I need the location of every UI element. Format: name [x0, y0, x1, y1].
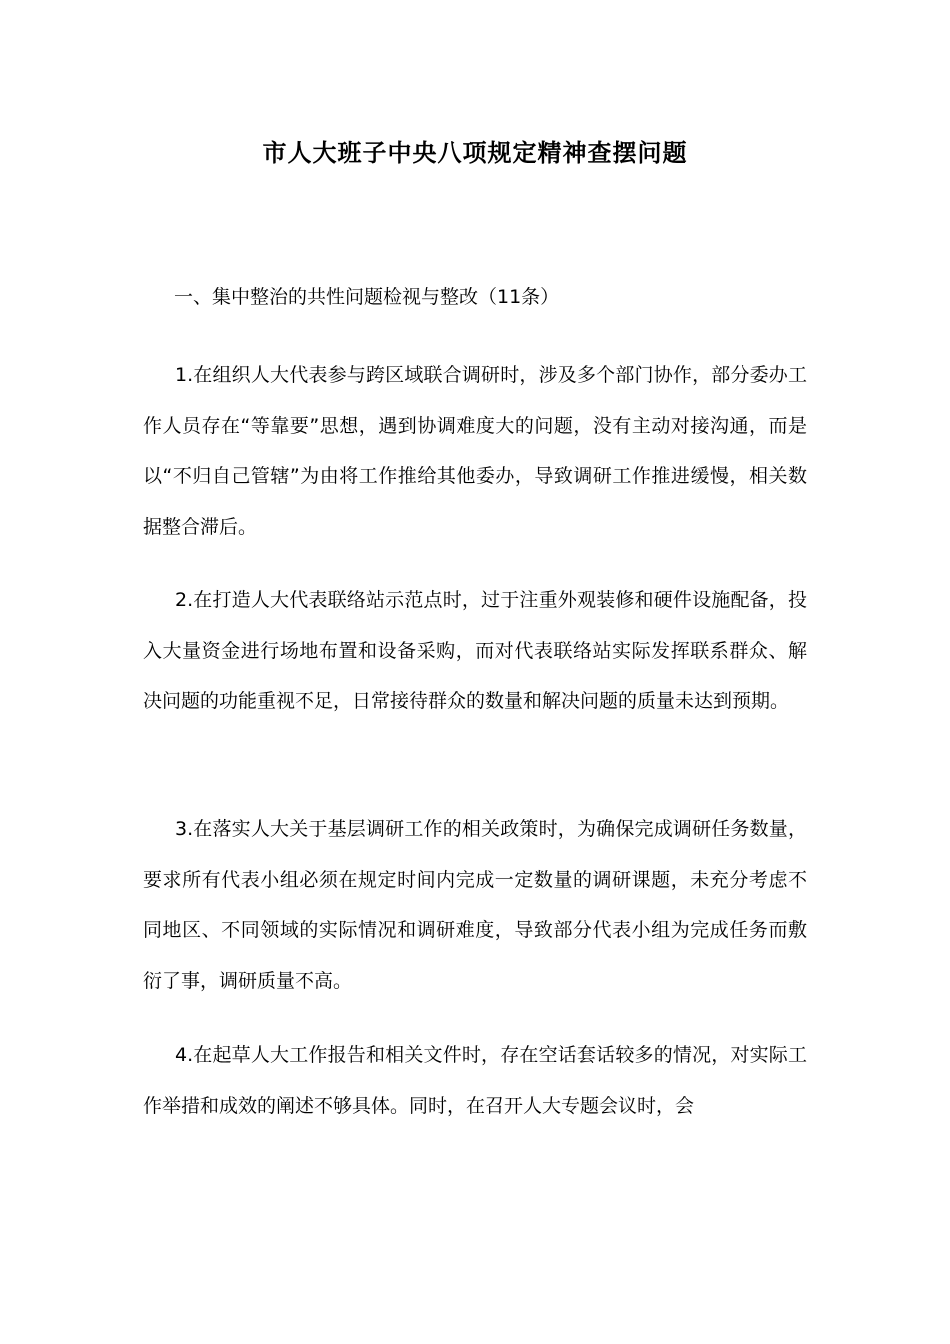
- paragraph-1: 1.在组织人大代表参与跨区域联合调研时，涉及多个部门协作，部分委办工作人员存在“等靠要”思想，遇到协调难度大的问题，没有主动对接沟通，而是以“不归自己管辖”为由将工作推给其他委办，导致调研工作推进缓慢，相关数据整合滞后。: [143, 364, 807, 538]
- paragraph-3: 3.在落实人大关于基层调研工作的相关政策时，为确保完成调研任务数量，要求所有代表小组必须在规定时间内完成一定数量的调研课题，未充分考虑不同地区、不同领域的实际情况和调研难度，导致部分代表小组为完成任务而敷衍了事，调研质量不高。: [143, 818, 807, 992]
- document-title: 市人大班子中央八项规定精神查摆问题: [262, 139, 688, 167]
- section-heading: 一、集中整治的共性问题检视与整改（11条）: [174, 286, 560, 308]
- paragraph-2: 2.在打造人大代表联络站示范点时，过于注重外观装修和硬件设施配备，投入大量资金进行场地布置和设备采购，而对代表联络站实际发挥联系群众、解决问题的功能重视不足，日常接待群众的数量和解决问题的质量未达到预期。: [143, 589, 807, 712]
- paragraph-4: 4.在起草人大工作报告和相关文件时，存在空话套话较多的情况，对实际工作举措和成效的阐述不够具体。同时，在召开人大专题会议时，会: [143, 1044, 807, 1117]
